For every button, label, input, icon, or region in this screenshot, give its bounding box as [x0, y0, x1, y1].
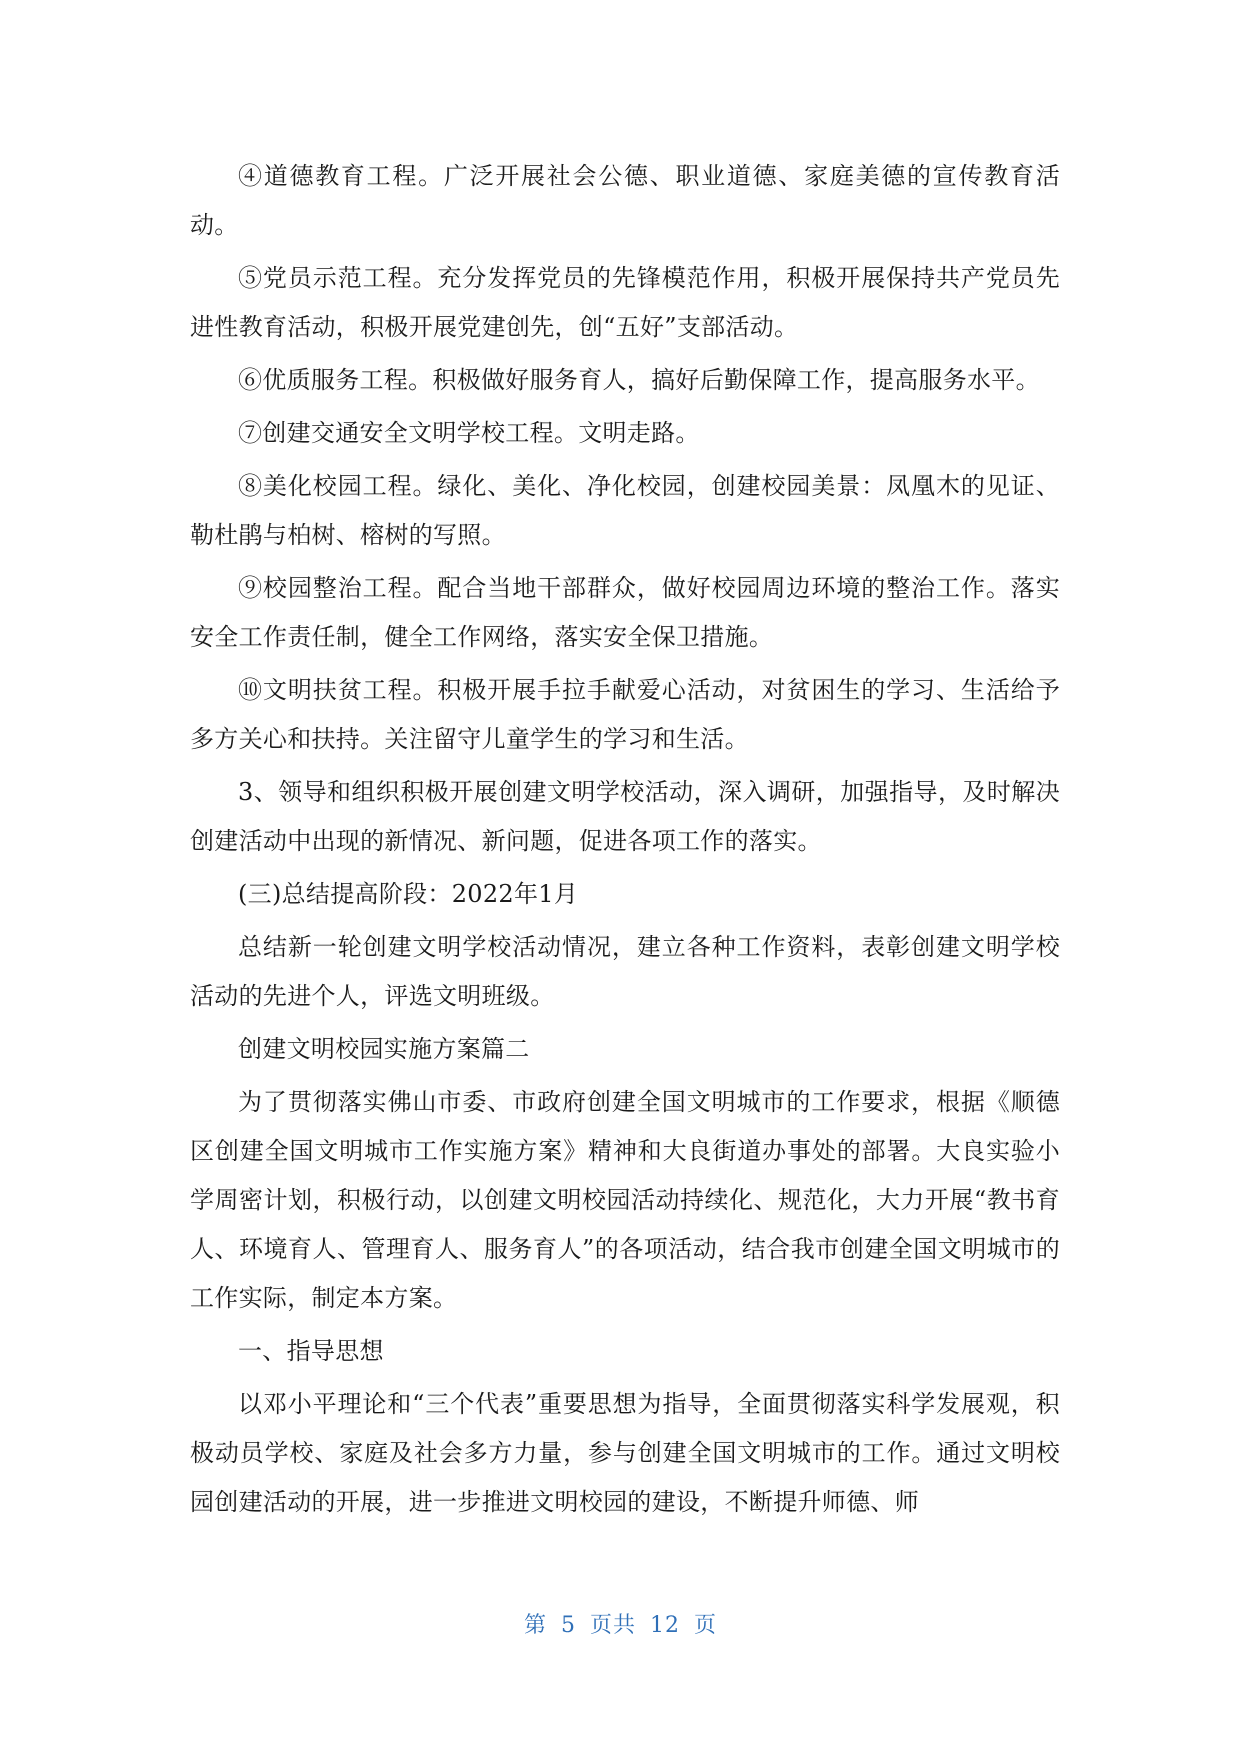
paragraph-quality-service: ⑥优质服务工程。积极做好服务育人，搞好后勤保障工作，提高服务水平。 — [238, 366, 1040, 394]
paragraph-summary: 总结新一轮创建文明学校活动情况，建立各种工作资料，表彰创建文明学校活动的先进个人，评选文明班级。 — [190, 933, 1060, 1010]
paragraph-party-member: ⑤党员示范工程。充分发挥党员的先锋模范作用，积极开展保持共产党员先进性教育活动，积极开展党建创先，创“五好”支部活动。 — [190, 264, 1060, 341]
paragraph-campus-rectify: ⑨校园整治工程。配合当地干部群众，做好校园周边环境的整治工作。落实安全工作责任制，健全工作网络，落实安全保卫措施。 — [190, 574, 1060, 651]
paragraph-campus-beautify: ⑧美化校园工程。绿化、美化、净化校园，创建校园美景：凤凰木的见证、勒杜鹃与柏树、榕树的写照。 — [190, 472, 1060, 549]
paragraph-poverty-relief: ⑩文明扶贫工程。积极开展手拉手献爱心活动，对贫困生的学习、生活给予多方关心和扶持。关注留守儿童学生的学习和生活。 — [190, 676, 1060, 753]
footer-prefix: 第 — [523, 1613, 547, 1638]
paragraph-plan-intro: 为了贯彻落实佛山市委、市政府创建全国文明城市的工作要求，根据《顺德区创建全国文明城市工作实施方案》精神和大良街道办事处的部署。大良实验小学周密计划，积极行动，以创建文明校园活动持续化、规范化，大力开展“教书育人、环境育人、管理育人、服务育人”的各项活动，结合我市创建全国文明城市的工作实际，制定本方案。 — [190, 1088, 1060, 1312]
section-heading-summary-stage: (三)总结提高阶段：2022年1月 — [238, 880, 579, 908]
section-heading-plan-two: 创建文明校园实施方案篇二 — [238, 1035, 530, 1063]
footer-suffix: 页 — [694, 1613, 718, 1638]
footer-total-pages: 12 — [650, 1613, 680, 1638]
footer-middle: 页共 — [589, 1613, 636, 1638]
paragraph-moral-education: ④道德教育工程。广泛开展社会公德、职业道德、家庭美德的宣传教育活动。 — [190, 162, 1060, 239]
page-footer — [0, 1608, 1241, 1639]
footer-page-number: 5 — [560, 1613, 576, 1638]
paragraph-guiding-thought: 以邓小平理论和“三个代表”重要思想为指导，全面贯彻落实科学发展观，积极动员学校、家庭及社会多方力量，参与创建全国文明城市的工作。通过文明校园创建活动的开展，进一步推进文明校园的建设，不断提升师德、师 — [190, 1390, 1060, 1516]
page-body — [190, 152, 1060, 1531]
section-heading-guiding-thought: 一、指导思想 — [238, 1337, 384, 1365]
paragraph-leadership: 3、领导和组织积极开展创建文明学校活动，深入调研，加强指导，及时解决创建活动中出现的新情况、新问题，促进各项工作的落实。 — [190, 778, 1060, 855]
paragraph-traffic-safety: ⑦创建交通安全文明学校工程。文明走路。 — [238, 419, 700, 447]
